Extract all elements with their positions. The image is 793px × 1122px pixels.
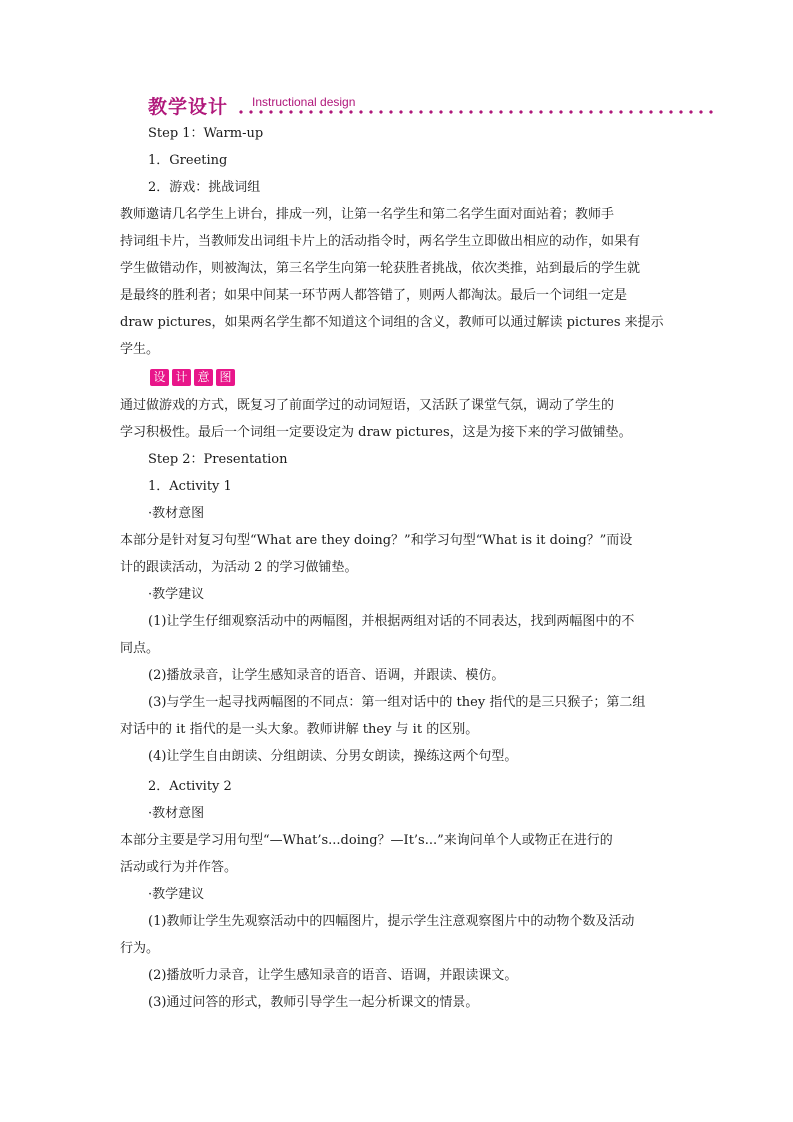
text-line: (3)与学生一起寻找两幅图的不同点：第一组对话中的 they 指代的是三只猴子；第二组 xyxy=(148,695,646,710)
tag-char: 计 xyxy=(172,369,191,386)
design-intent-tag xyxy=(150,368,238,387)
text-line: 1．Greeting xyxy=(148,153,228,168)
text-line: ·教材意图 xyxy=(148,806,205,821)
text-line: ·教学建议 xyxy=(148,587,205,602)
text-line: Step 1：Warm-up xyxy=(148,126,264,141)
text-line: 学生。 xyxy=(120,342,160,357)
text-line: 计的跟读活动，为活动 2 的学习做铺垫。 xyxy=(120,560,358,575)
text-line: 1．Activity 1 xyxy=(148,479,232,494)
text-line: 学习积极性。最后一个词组一定要设定为 draw pictures，这是为接下来的学习做铺垫。 xyxy=(120,425,632,440)
text-line: (4)让学生自由朗读、分组朗读、分男女朗读，操练这两个句型。 xyxy=(148,749,518,764)
text-line: 行为。 xyxy=(120,941,160,956)
text-line: 是最终的胜利者；如果中间某一环节两人都答错了，则两人都淘汰。最后一个词组一定是 xyxy=(120,288,628,303)
dotted-rule xyxy=(236,109,714,115)
text-line: 持词组卡片，当教师发出词组卡片上的活动指令时，两名学生立即做出相应的动作，如果有 xyxy=(120,234,641,249)
text-line: ·教材意图 xyxy=(148,506,205,521)
tag-char: 图 xyxy=(216,369,235,386)
text-line: ·教学建议 xyxy=(148,887,205,902)
text-line: 教师邀请几名学生上讲台，排成一列，让第一名学生和第二名学生面对面站着；教师手 xyxy=(120,207,615,222)
text-line: (1)教师让学生先观察活动中的四幅图片，提示学生注意观察图片中的动物个数及活动 xyxy=(148,914,635,929)
text-line: 本部分是针对复习句型“What are they doing？”和学习句型“What is it doing？”而设 xyxy=(120,533,633,548)
text-line: Step 2：Presentation xyxy=(148,452,288,467)
text-line: 对话中的 it 指代的是一头大象。教师讲解 they 与 it 的区别。 xyxy=(120,722,479,737)
section-subtitle: Instructional design xyxy=(252,95,356,109)
text-line: 2．Activity 2 xyxy=(148,779,232,794)
text-line: 学生做错动作，则被淘汰，第三名学生向第一轮获胜者挑战，依次类推，站到最后的学生就 xyxy=(120,261,641,276)
text-line: (1)让学生仔细观察活动中的两幅图，并根据两组对话的不同表达，找到两幅图中的不 xyxy=(148,614,635,629)
text-line: 活动或行为并作答。 xyxy=(120,860,238,875)
text-line: 通过做游戏的方式，既复习了前面学过的动词短语，又活跃了课堂气氛，调动了学生的 xyxy=(120,398,615,413)
text-line: 同点。 xyxy=(120,641,160,656)
section-title: 教学设计 xyxy=(148,96,229,118)
text-line: 本部分主要是学习用句型“—What’s...doing？—It’s...”来询问单个人或物正在进行的 xyxy=(120,833,613,848)
tag-char: 设 xyxy=(150,369,169,386)
text-line: (2)播放录音，让学生感知录音的语音、语调，并跟读、模仿。 xyxy=(148,668,505,683)
section-header xyxy=(148,92,713,122)
tag-char: 意 xyxy=(194,369,213,386)
text-line: (3)通过问答的形式，教师引导学生一起分析课文的情景。 xyxy=(148,995,479,1010)
text-line: draw pictures，如果两名学生都不知道这个词组的含义，教师可以通过解读 pictures 来提示 xyxy=(120,315,664,330)
text-line: 2．游戏：挑战词组 xyxy=(148,180,261,195)
text-line: (2)播放听力录音，让学生感知录音的语音、语调，并跟读课文。 xyxy=(148,968,518,983)
